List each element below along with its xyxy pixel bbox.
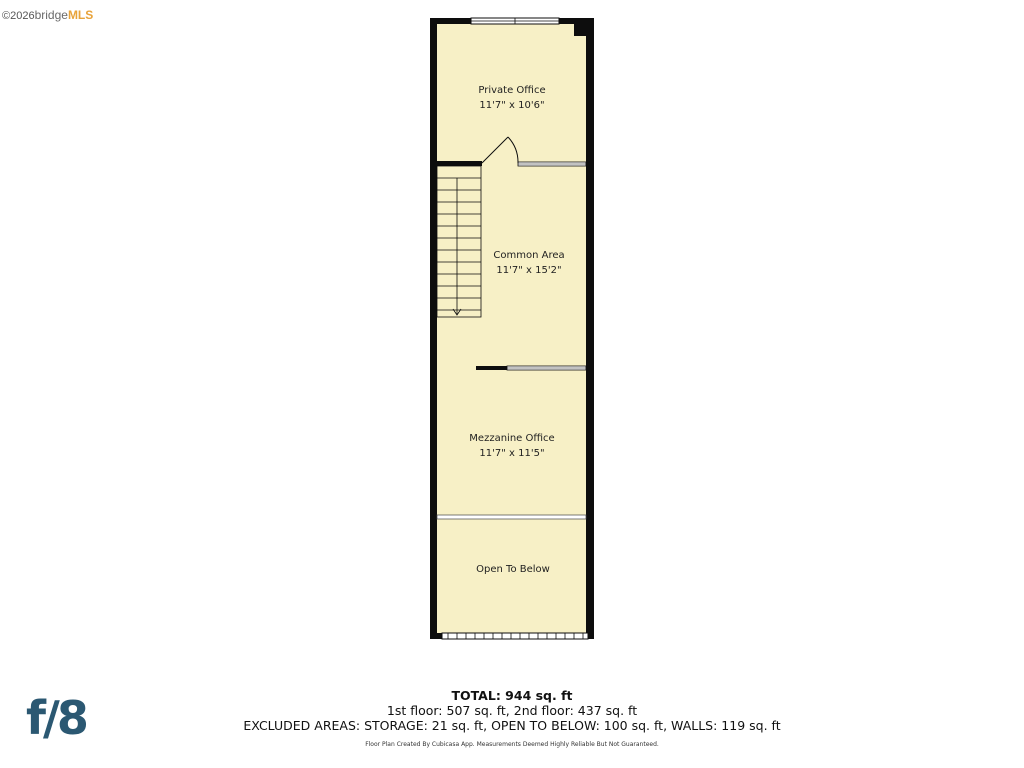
- room-dimensions: 11'7" x 15'2": [496, 265, 562, 276]
- room-label-private-office: [478, 83, 545, 113]
- floor-areas: 1st floor: 507 sq. ft, 2nd floor: 437 sq. ft: [386, 703, 638, 718]
- room-name: Common Area: [493, 250, 565, 261]
- total-area: TOTAL: 944 sq. ft: [451, 688, 573, 703]
- room-dimensions: 11'7" x 11'5": [479, 448, 545, 459]
- excluded-areas: EXCLUDED AREAS: STORAGE: 21 sq. ft, OPEN TO BELOW: 100 sq. ft, WALLS: 119 sq. ft: [243, 718, 781, 733]
- disclaimer: Floor Plan Created By Cubicasa App. Measurements Deemed Highly Reliable But Not Guaranteed.: [365, 741, 659, 748]
- railing: [437, 515, 586, 519]
- mezzanine-glass: [507, 366, 586, 370]
- svg-text:f/8: f/8: [26, 691, 86, 740]
- bottom-window: [442, 633, 588, 639]
- office-wall-glass: [518, 162, 586, 166]
- room-dimensions: 11'7" x 10'6": [479, 100, 545, 111]
- room-label-mezzanine-office: [469, 431, 554, 461]
- room-label-common-area: [493, 248, 564, 278]
- floor-area: [434, 22, 590, 636]
- left-wall: [430, 18, 437, 639]
- watermark-brand-accent: MLS: [67, 8, 94, 22]
- top-window: [471, 18, 559, 24]
- watermark-year: ©2026: [2, 10, 35, 22]
- mezzanine-wall: [476, 366, 507, 370]
- room-name: Open To Below: [476, 564, 550, 575]
- room-label-open-to-below: [476, 562, 550, 577]
- area-summary: [212, 688, 812, 749]
- f8-logo-mark: [26, 690, 90, 740]
- room-name: Private Office: [478, 85, 546, 96]
- corner-column: [574, 24, 586, 36]
- room-name: Mezzanine Office: [469, 433, 555, 444]
- watermark-brand: bridge: [34, 8, 68, 22]
- office-wall: [434, 161, 482, 166]
- right-wall: [586, 18, 594, 639]
- f8-logo: [26, 690, 90, 740]
